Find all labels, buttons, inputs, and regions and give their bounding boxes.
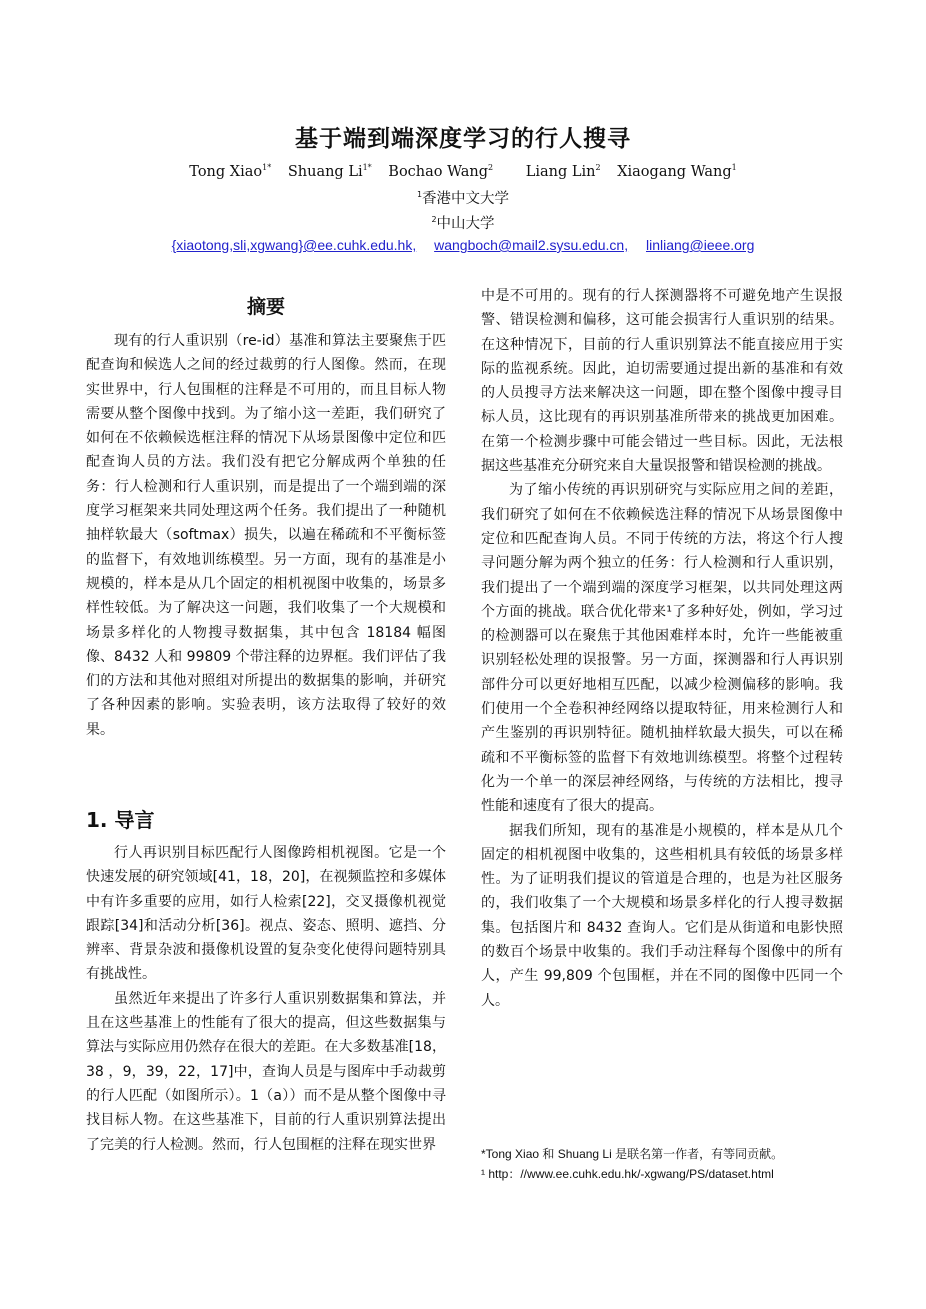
author-list: [0, 163, 926, 180]
email-link[interactable]: linliang@ieee.org: [645, 237, 755, 253]
footnote: *Tong Xiao 和 Shuang Li 是联名第一作者，有等同贡献。: [481, 1147, 784, 1161]
affiliation: $^1$香港中文大学: [416, 190, 510, 207]
paper-title: 基于端到端深度学习的行人搜寻: [295, 126, 631, 152]
affiliation: $^2$中山大学: [431, 215, 495, 232]
abstract-body: [86, 329, 446, 742]
footnotes: [481, 1144, 861, 1184]
paragraph: 中是不可用的。现有的行人探测器将不可避免地产生误报警、错误检测和偏移，这可能会损害行人重识别的结果。在这种情况下，目前的行人重识别算法不能直接应用于实际的监视系统。因此，迫切需要通过提出新的基准和有效的人员搜寻方法来解决这一问题，即在整个图像中搜寻目标人员，这比现有的再识别基准所带来的挑战更加困难。在第一个检测步骤中可能会错过一些目标。因此，无法根据这些基准充分研究来自大量误报警和错误检测的挑战。: [481, 288, 843, 475]
author: Bochao Wang$^2$: [388, 163, 494, 180]
paragraph: 行人再识别目标匹配行人图像跨相机视图。它是一个快速发展的研究领域[41，18，20]，在视频监控和多媒体中有许多重要的应用，如行人检索[22]，交叉摄像机视觉跟踪[34]和活动分析[36]。视点、姿态、照明、遮挡、分辨率、背景杂波和摄像机设置的复杂变化使得问题特别具有挑战性。: [86, 845, 446, 983]
paragraph: 据我们所知，现有的基准是小规模的，样本是从几个固定的相机视图中收集的，这些相机具有较低的场景多样性。为了证明我们提议的管道是合理的，也是为社区服务的，我们收集了一个大规模和场景多样化的行人搜寻数据集。包括图片和 8432 查询人。它们是从街道和电影快照的数百个场景中收集的。我们手动注释每个图像中的所有人，产生 99,809 个包围框，并在不同的图像中匹同一个人。: [481, 822, 843, 1009]
paragraph: 为了缩小传统的再识别研究与实际应用之间的差距，我们研究了如何在不依赖候选注释的情况下从场景图像中定位和匹配查询人员。不同于传统的方法，将这个行人搜寻问题分解为两个独立的任务：行人检测和行人重识别，我们提出了一个端到端的深度学习框架，以共同处理这两个方面的挑战。联合优化带来¹了多种好处，例如，学习过的检测器可以在聚焦于其他困难样本时，允许一些能被重识别轻松处理的误报警。另一方面，探测器和行人再识别部件分可以更好地相互匹配，以减少检测偏移的影响。我们使用一个全卷积神经网络以提取特征，用来检测行人和产生鉴别的再识别特征。随机抽样软最大损失，可以在稀疏和不平衡标签的监督下有效地训练模型。将整个过程转化为一个单一的深层神经网络，与传统的方法相比，搜寻性能和速度有了很大的提高。: [481, 482, 843, 815]
footnote: ¹ http：//www.ee.cuhk.edu.hk/-xgwang/PS/dataset.html: [481, 1167, 774, 1181]
email-list: [0, 237, 926, 253]
intro-right-column: [481, 284, 843, 1013]
email-link[interactable]: {xiaotong,sli,xgwang}@ee.cuhk.edu.hk,: [171, 237, 417, 253]
author: Shuang $Li^{1*}$: [287, 163, 372, 180]
abstract-paragraph: 现有的行人重识别（re-id）基准和算法主要聚焦于匹配查询和候选人之间的经过裁剪的行人图像。然而，在现实世界中，行人包围框的注释是不可用的，而且目标人物需要从整个图像中找到。为了缩小这一差距，我们研究了如何在不依赖候选框注释的情况下从场景图像中定位和匹配查询人员的方法。我们没有把它分解成两个单独的任务：行人检测和行人重识别，而是提出了一个端到端的深度学习框架来共同处理这两个任务。我们提出了一种随机抽样软最大（softmax）损失，以遍在稀疏和不平衡标签的监督下，有效地训练模型。另一方面，现有的基准是小规模的，样本是从几个固定的相机视图中收集的，场景多样性较低。为了解决这一问题，我们收集了一个大规模和场景多样化的人物搜寻数据集，其中包含 18184 幅图像、8432 人和 99809 个带注释的边界框。我们评估了我们的方法和其他对照组对所提出的数据集的影响，并研究了各种因素的影响。实验表明，该方法取得了较好的效果。: [86, 333, 446, 738]
paragraph: 虽然近年来提出了许多行人重识别数据集和算法，并且在这些基准上的性能有了很大的提高，但这些数据集与算法与实际应用仍然存在很大的差距。在大多数基准[18，38 ，9，39，22，17]中，查询人员是与图库中手动裁剪的行人匹配（如图所示）。1（a））而不是从整个图像中寻找目标人物。在这些基准下，目前的行人重识别算法提出了完美的行人检测。然而，行人包围框的注释在现实世界: [86, 990, 446, 1153]
email-link[interactable]: wangboch@mail2.sysu.edu.cn,: [434, 237, 629, 253]
author: Tong Xiao$^{1*}$: [189, 163, 272, 180]
author: Xiaogang Wang$^1$: [617, 163, 737, 180]
section-heading: 1. 导言: [86, 808, 155, 832]
intro-left-column: [86, 841, 446, 1157]
abstract-heading: 摘要: [246, 296, 285, 318]
author: Liang Lin$^2$: [525, 163, 601, 180]
